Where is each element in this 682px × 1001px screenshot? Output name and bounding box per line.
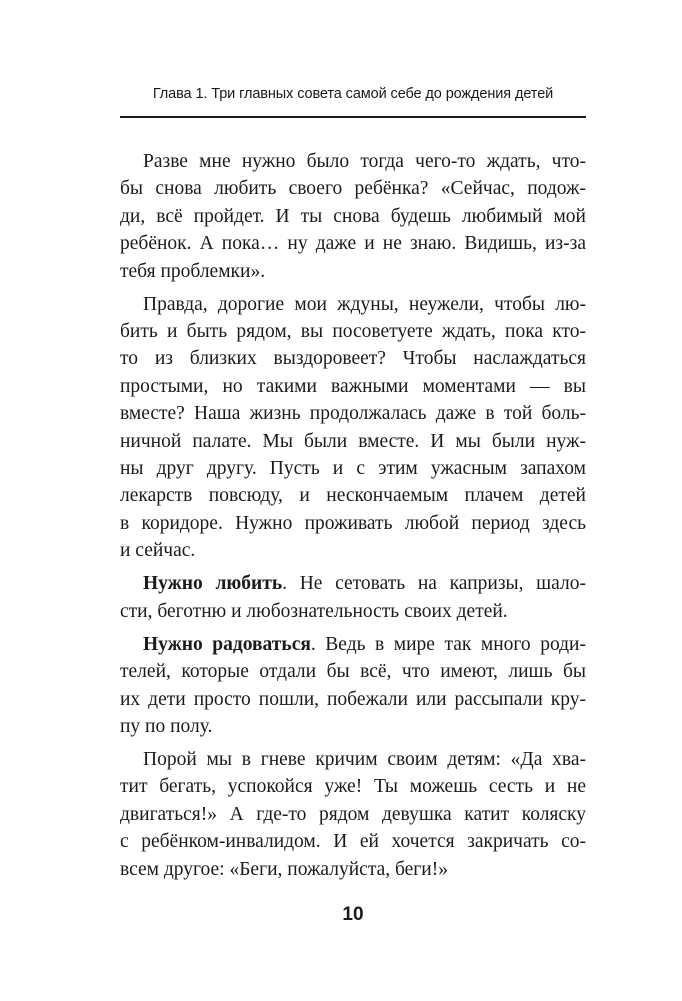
text-line: двигаться!» А где-то рядом девушка катит коляску (120, 803, 586, 825)
paragraph-2 (120, 291, 586, 565)
paragraph-1 (120, 148, 586, 285)
text-line: в коридоре. Нужно проживать любой период здесь (120, 512, 586, 534)
text-line: лекарств повсюду, и нескончаемым плачем детей (120, 485, 586, 507)
page-number: 10 (342, 904, 364, 925)
text-line: ребёнок. А пока… ну даже и не знаю. Видишь, из-за (120, 233, 586, 255)
paragraph-4 (120, 631, 586, 741)
text-line: сти, беготню и любознательность своих детей. (120, 600, 508, 622)
text-line: бы снова любить своего ребёнка? «Сейчас, подож- (120, 178, 586, 200)
text-line: ди, всё пройдет. И ты снова будешь любимый мой (120, 205, 586, 227)
text-line: их дети просто пошли, побежали или рассыпали кру- (120, 688, 586, 710)
text-line: Порой мы в гневе кричим своим детям: «Да хва- (143, 748, 586, 770)
text-line (120, 570, 586, 597)
text-line: простыми, но такими важными моментами — вы (120, 375, 586, 397)
header-divider (120, 116, 586, 118)
bold-lead-phrase: Нужно любить (143, 573, 283, 595)
text-line: всем другое: «Беги, пожалуйста, беги!» (120, 858, 448, 880)
text-line: с ребёнком-инвалидом. И ей хочется закричать со- (120, 831, 586, 853)
text-line-rest: . Не сетовать на капризы, шало- (282, 573, 586, 595)
text-line: бить и быть рядом, вы посоветуете ждать, пока кто- (120, 321, 586, 343)
text-line: пу по полу. (120, 715, 213, 737)
running-head-chapter-title: Глава 1. Три главных совета самой себе до рождения детей (152, 86, 554, 102)
text-line: телей, которые отдали бы всё, что имеют, лишь бы (120, 661, 586, 683)
text-line: и сейчас. (120, 540, 196, 562)
text-line: тит бегать, успокойся уже! Ты можешь сесть и не (120, 776, 586, 798)
paragraph-3 (120, 570, 586, 625)
text-line: Разве мне нужно было тогда чего-то ждать, что- (143, 151, 586, 172)
bold-lead-phrase: Нужно радоваться (143, 633, 311, 655)
body-text (120, 148, 586, 889)
text-line: ничной палате. Мы были вместе. И мы были нуж- (120, 430, 586, 452)
text-line-rest: . Ведь в мире так много роди- (310, 633, 586, 655)
text-line: Правда, дорогие мои ждуны, неужели, чтобы лю- (143, 293, 586, 315)
text-line: вместе? Наша жизнь продолжалась даже в той боль- (120, 403, 586, 425)
text-line (120, 631, 586, 658)
text-line: то из близких выздоровеет? Чтобы наслаждаться (120, 348, 586, 370)
text-line: ны друг другу. Пусть и с этим ужасным запахом (120, 458, 586, 480)
text-line: тебя проблемки». (120, 260, 266, 282)
paragraph-5 (120, 746, 586, 883)
